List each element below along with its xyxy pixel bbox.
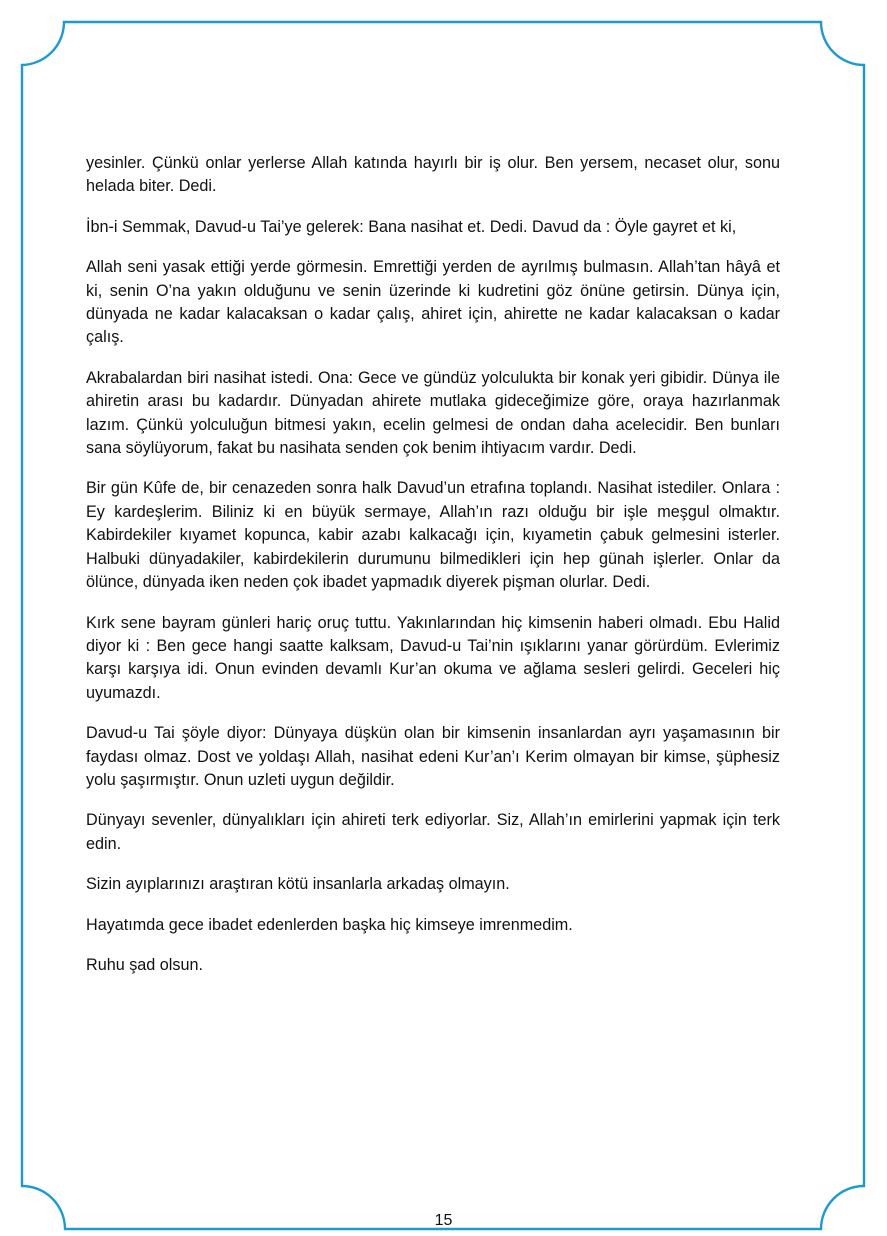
paragraph: yesinler. Çünkü onlar yerlerse Allah katında hayırlı bir iş olur. Ben yersem, necaset olur, sonu helada biter. Dedi. xyxy=(86,154,780,196)
paragraph: Dünyayı sevenler, dünyalıkları için ahireti terk ediyorlar. Siz, Allah’ın emirlerini yapmak için terk edin. xyxy=(86,811,780,853)
paragraph: Davud-u Tai şöyle diyor: Dünyaya düşkün olan bir kimsenin insanlardan ayrı yaşamasının bir faydası olmaz. Dost ve yoldaşı Allah, nasihat edeni Kur’an’ı Kerim olmayan bir kimse, şüphesiz yolu şaşırmıştır. Onun uzleti uygun değildir. xyxy=(86,724,780,789)
paragraph: Akrabalardan biri nasihat istedi. Ona: Gece ve gündüz yolculukta bir konak yeri gibidir. Dünya ile ahiretin arası bu kadardır. Dünyadan ahirete mutlaka gideceğimize göre, oraya hazırlanmak lazım. Çünkü yolculuğun bitmesi yakın, ecelin gelmesi de ondan daha acelecidir. Ben bunları sana söylüyorum, fakat bu nasihata senden çok benim ihtiyacım vardır. Dedi. xyxy=(86,368,780,458)
page-body-text xyxy=(86,152,780,994)
page-number: 15 xyxy=(434,1212,453,1229)
paragraph: Hayatımda gece ibadet edenlerden başka hiç kimseye imrenmedim. xyxy=(86,915,573,934)
paragraph: Kırk sene bayram günleri hariç oruç tuttu. Yakınlarından hiç kimsenin haberi olmadı. Ebu Halid diyor ki : Ben gece hangi saatte kalksam, Davud-u Tai’nin ışıklarını yanar görürdüm. Evlerimiz karşı karşıya idi. Onun evinden devamlı Kur’an okuma ve ağlama sesleri gelirdi. Geceleri hiç uyumazdı. xyxy=(86,613,780,702)
paragraph: Ruhu şad olsun. xyxy=(86,955,203,974)
paragraph: Bir gün Kûfe de, bir cenazeden sonra halk Davud’un etrafına toplandı. Nasihat istediler. Onlara : Ey kardeşlerim. Biliniz ki en büyük sermaye, Allah’ın razı olduğu bir işle meşgul olmaktır. Kabirdekiler kıyamet kopunca, kabir azabı kalkacağı için, kıyametin çabuk gelmesini isterler. Halbuki dünyadakiler, kabirdekilerin durumunu bilmedikleri için hep günah işlerler. Onlar da ölünce, dünyada iken neden çok ibadet yapmadık diyerek pişman olurlar. Dedi. xyxy=(86,479,780,592)
paragraph: Sizin ayıplarınızı araştıran kötü insanlarla arkadaş olmayın. xyxy=(86,875,510,894)
paragraph: Allah seni yasak ettiği yerde görmesin. Emrettiği yerden de ayrılmış bulmasın. Allah’tan hâyâ et ki, senin O’na yakın olduğunu ve senin üzerinde ki kudretini göz önüne getirsin. Dünya için, dünyada ne kadar kalacaksan o kadar çalış, ahiret için, ahirette ne kadar kalacaksan o kadar çalış. xyxy=(86,258,780,347)
paragraph: İbn-i Semmak, Davud-u Tai’ye gelerek: Bana nasihat et. Dedi. Davud da : Öyle gayret et ki, xyxy=(86,217,737,236)
